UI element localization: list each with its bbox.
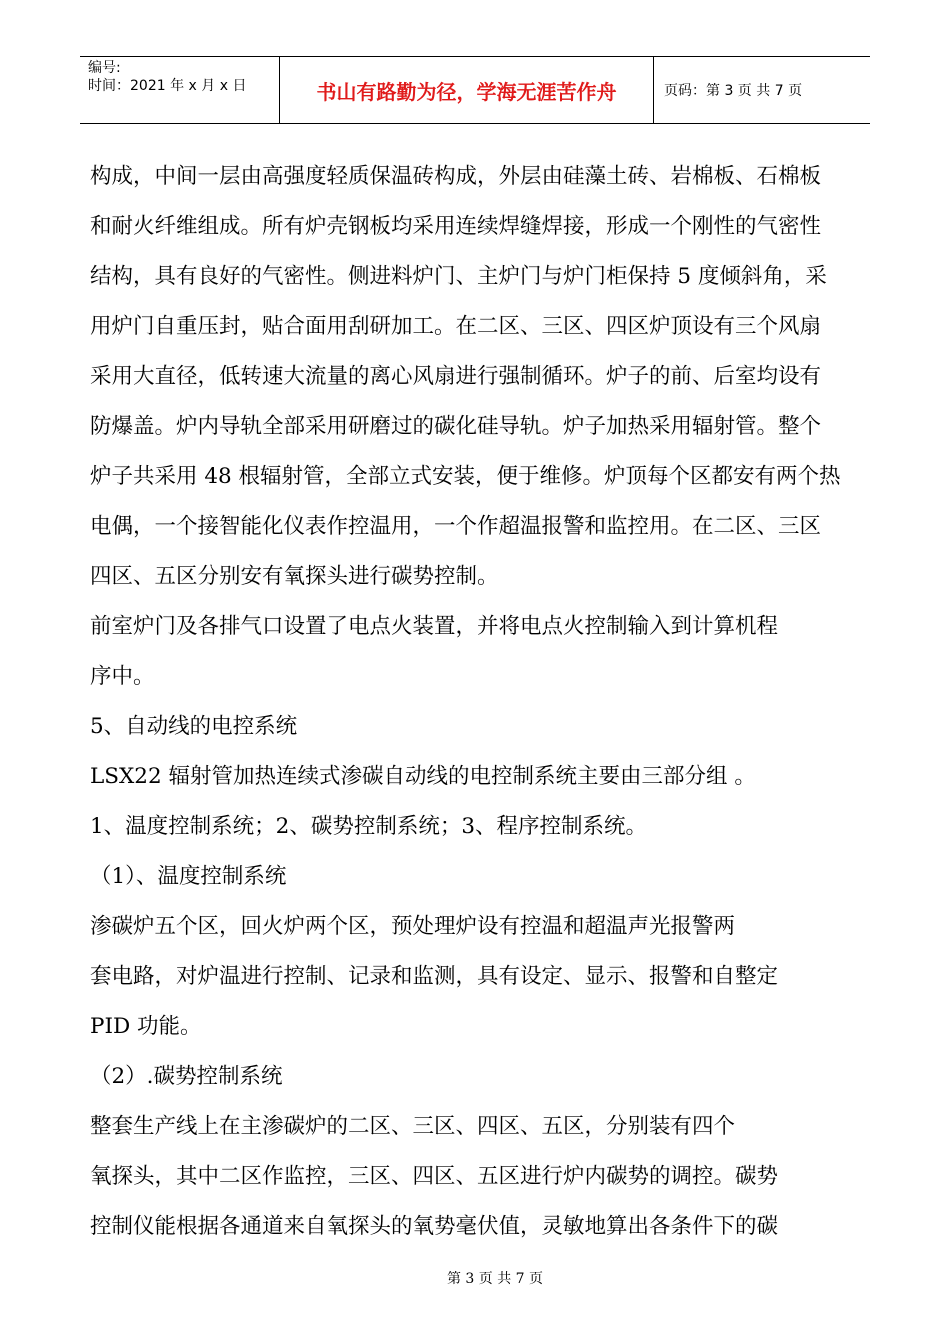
section-heading: 5、自动线的电控系统 (90, 714, 298, 739)
subsection-heading: （1）、温度控制系统 (90, 864, 287, 889)
document-time-label: 时间：2021 年 x 月 x 日 (88, 78, 247, 94)
body-line: 构成，中间一层由高强度轻质保温砖构成，外层由硅藻土砖、岩棉板、石棉板 (90, 164, 822, 189)
header-motto: 书山有路勤为径，学海无涯苦作舟 (280, 57, 654, 123)
header-page-code: 页码：第 3 页 共 7 页 (664, 83, 803, 99)
page-header (80, 56, 870, 124)
body-line: 炉子共采用 48 根辐射管，全部立式安装，便于维修。炉顶每个区都安有两个热 (90, 464, 841, 489)
body-line: 套电路，对炉温进行控制、记录和监测，具有设定、显示、报警和自整定 (90, 964, 779, 989)
body-line: 采用大直径，低转速大流量的离心风扇进行强制循环。炉子的前、后室均设有 (90, 364, 822, 389)
body-line: 氧探头，其中二区作监控，三区、四区、五区进行炉内碳势的调控。碳势 (90, 1164, 779, 1189)
body-line: 四区、五区分别安有氧探头进行碳势控制。 (90, 564, 499, 589)
body-line: 和耐火纤维组成。所有炉壳钢板均采用连续焊缝焊接，形成一个刚性的气密性 (90, 214, 822, 239)
body-line: 电偶，一个接智能化仪表作控温用，一个作超温报警和监控用。在二区、三区 (90, 514, 822, 539)
body-line: 结构，具有良好的气密性。侧进料炉门、主炉门与炉门柜保持 5 度倾斜角，采 (90, 264, 827, 289)
body-line: 前室炉门及各排气口设置了电点火装置，并将电点火控制输入到计算机程 (90, 614, 779, 639)
body-line: 控制仪能根据各通道来自氧探头的氧势毫伏值，灵敏地算出各条件下的碳 (90, 1214, 779, 1239)
page-footer: 第 3 页 共 7 页 (446, 1271, 544, 1287)
body-line: 用炉门自重压封，贴合面用刮研加工。在二区、三区、四区炉顶设有三个风扇 (90, 314, 822, 339)
document-body (90, 152, 870, 1252)
body-line: 渗碳炉五个区，回火炉两个区，预处理炉设有控温和超温声光报警两 (90, 914, 736, 939)
document-number-label: 编号: (88, 60, 121, 76)
body-line: PID 功能。 (90, 1014, 202, 1039)
body-line: LSX22 辐射管加热连续式渗碳自动线的电控制系统主要由三部分组 。 (90, 764, 756, 789)
body-line: 整套生产线上在主渗碳炉的二区、三区、四区、五区，分别装有四个 (90, 1114, 736, 1139)
body-line: 防爆盖。炉内导轨全部采用研磨过的碳化硅导轨。炉子加热采用辐射管。整个 (90, 414, 822, 439)
subsection-heading: （2）.碳势控制系统 (90, 1064, 283, 1089)
header-meta (80, 57, 280, 123)
body-line: 1、温度控制系统；2、碳势控制系统；3、程序控制系统。 (90, 814, 648, 839)
body-line: 序中。 (90, 664, 155, 689)
